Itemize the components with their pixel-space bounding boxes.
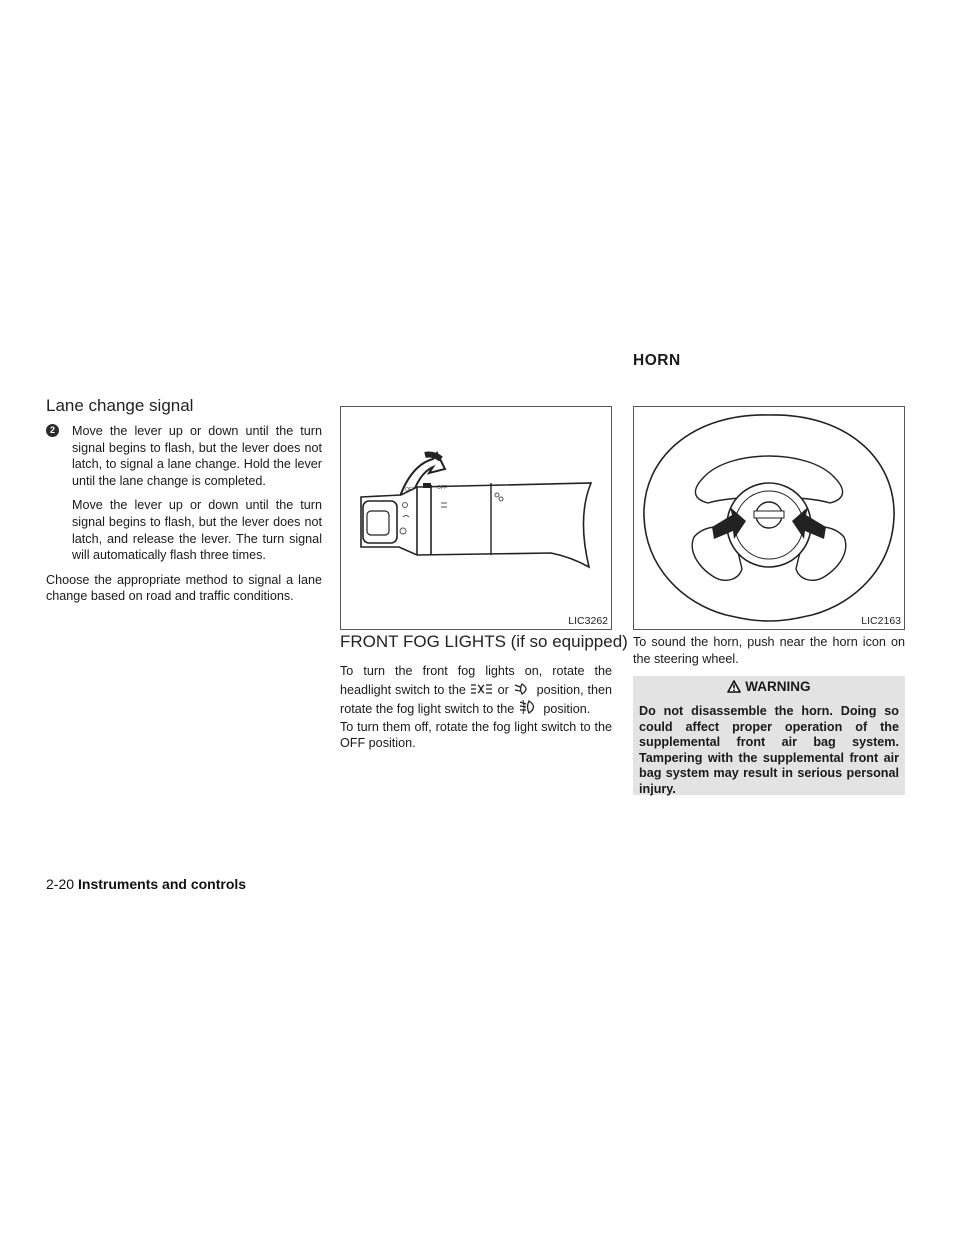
horn-figure <box>633 406 905 630</box>
warning-text: Do not disassemble the horn. Doing so could affect proper operation of the supplemental front air bag system. Tampering with the supplemental front air bag system may result in serious personal injury. <box>639 704 899 796</box>
fog-lights-heading: FRONT FOG LIGHTS (if so equipped) <box>340 632 628 651</box>
fog-lights-body <box>340 662 612 752</box>
fog-light-figure <box>340 406 612 630</box>
steering-wheel-illustration <box>634 407 904 629</box>
parking-light-icon <box>513 682 533 696</box>
fog-lights-instructions <box>340 662 612 719</box>
horn-figure-label: LIC2163 <box>861 615 901 627</box>
fog-text-part2: position, then rotate the fog light switch to the <box>340 682 612 716</box>
lever-label-off-2: OFF <box>437 485 447 491</box>
lane-change-step <box>46 423 322 605</box>
fog-light-icon <box>518 699 540 715</box>
turn-signal-lever-illustration <box>341 407 611 629</box>
fog-text-or: or <box>497 682 509 697</box>
lane-change-heading: Lane change signal <box>46 396 194 415</box>
lever-label-off-1: OFF <box>405 487 415 493</box>
horn-instructions: To sound the horn, push near the horn icon on the steering wheel. <box>633 635 905 666</box>
lane-change-para-3: Choose the appropriate method to signal a lane change based on road and traffic conditions. <box>46 572 322 604</box>
warning-heading: WARNING <box>745 679 811 694</box>
lane-change-para-2: Move the lever up or down until the turn signal begins to flash, but the lever does not latch, and release the lever. The turn signal will automatically flash three times. <box>72 498 322 563</box>
warning-triangle-icon <box>727 680 741 693</box>
page-number: 2-20 <box>46 876 75 892</box>
headlight-icon <box>470 683 494 696</box>
warning-heading-row <box>633 679 905 694</box>
section-name: Instruments and controls <box>78 876 247 892</box>
fog-text-part1: To turn the front fog lights on, rotate the headlight switch to the <box>340 664 612 697</box>
lane-change-para-1: Move the lever up or down until the turn signal begins to flash, but the lever does not latch, to signal a lane change. Hold the lever until the lane change is completed. <box>72 424 322 488</box>
page-footer <box>46 876 246 892</box>
warning-box <box>633 676 905 795</box>
fog-lights-off-instructions: To turn them off, rotate the fog light switch to the OFF position. <box>340 719 612 751</box>
step-number-badge: 2 <box>46 424 59 437</box>
horn-title: HORN <box>633 352 681 369</box>
fog-figure-label: LIC3262 <box>568 615 608 627</box>
fog-text-part3: position. <box>543 702 591 716</box>
